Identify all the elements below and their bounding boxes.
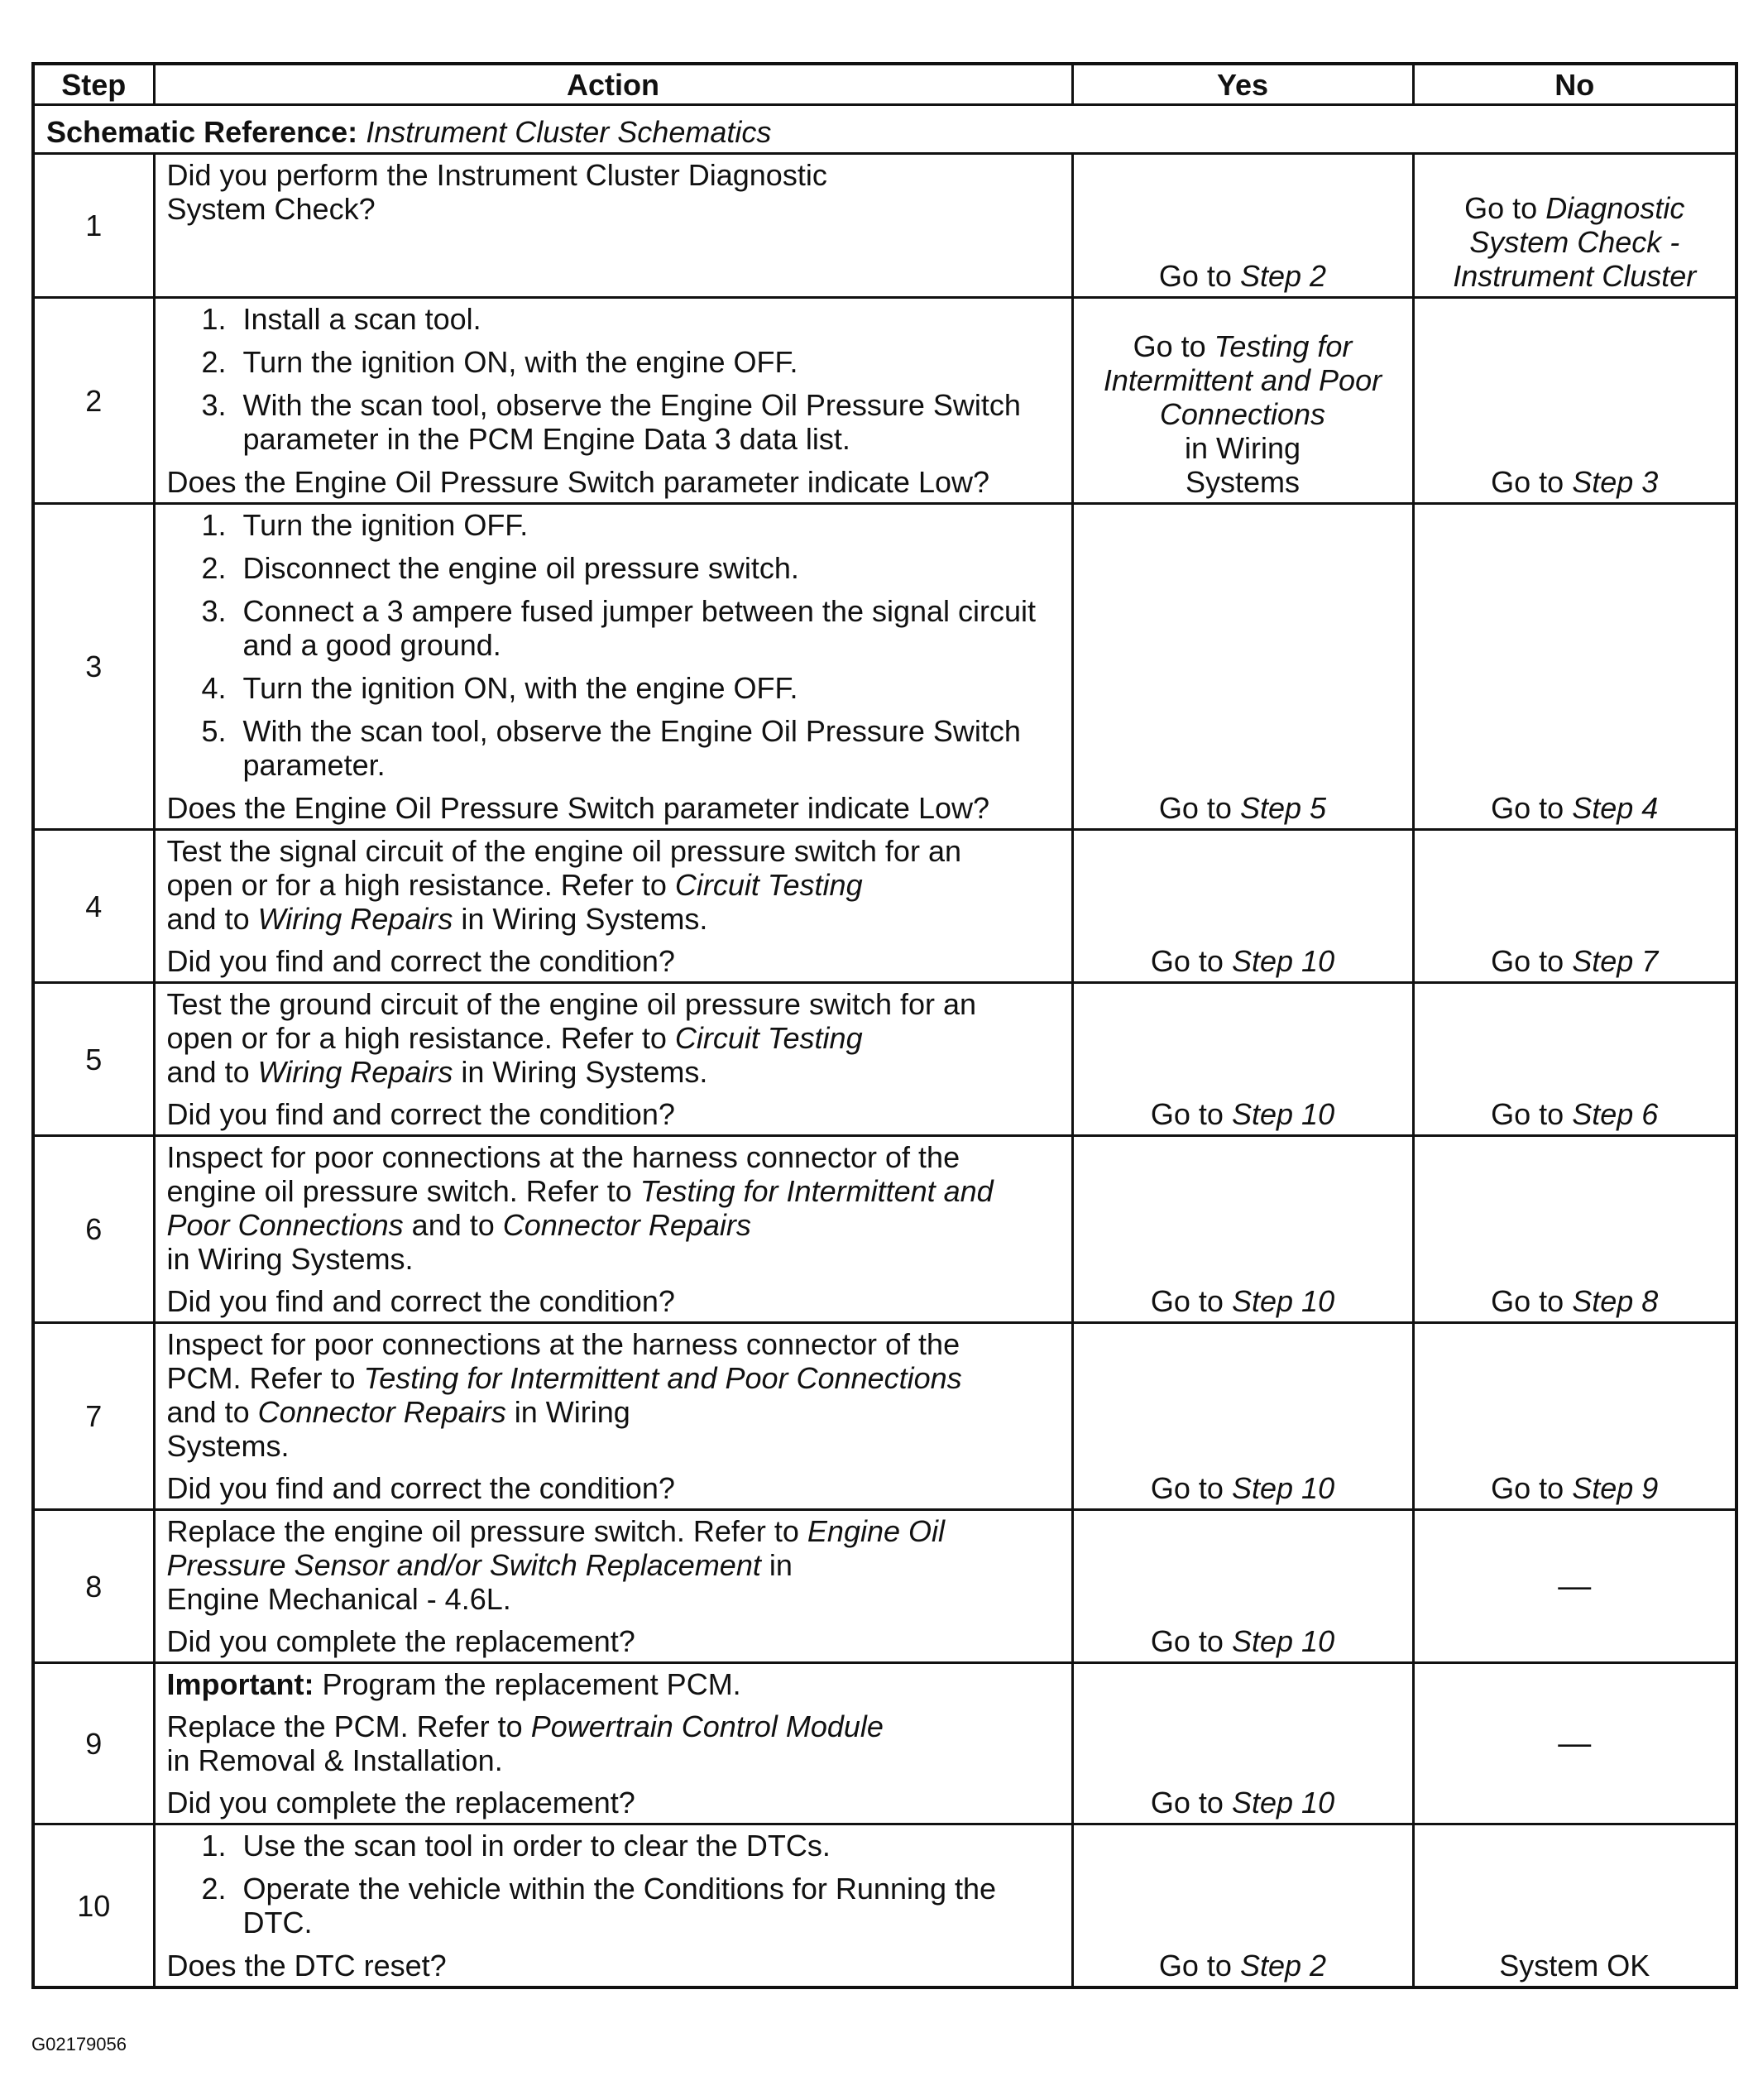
header-row — [33, 64, 1736, 105]
action-line: Inspect for poor connections at the harness connector of the — [166, 1327, 960, 1361]
goto-text: Go to — [1150, 944, 1224, 978]
schematic-reference — [33, 105, 1736, 154]
yes-target: Step 2 — [1239, 1949, 1327, 1983]
list-item: 4. Turn the ignition ON, with the engine OFF. — [201, 671, 798, 705]
action-line: engine oil pressure switch. Refer to Testing for Intermittent and — [166, 1174, 994, 1208]
no-cell — [1413, 1136, 1736, 1323]
list-item: 2. Turn the ignition ON, with the engine OFF. — [201, 345, 798, 379]
no-cell — [1413, 830, 1736, 983]
yes-cell — [1072, 1824, 1413, 1988]
yes-target: Step 2 — [1239, 259, 1327, 293]
schematic-label: Schematic Reference: — [46, 115, 358, 149]
action-line: Systems. — [166, 1429, 290, 1463]
no-cell — [1413, 298, 1736, 504]
no-cell — [1413, 1323, 1736, 1510]
table-row-step-2 — [33, 298, 1736, 504]
step-number: 2 — [33, 298, 154, 504]
goto-text: Go to — [1491, 944, 1564, 978]
no-cell: System OK — [1413, 1824, 1736, 1988]
action-line: Did you perform the Instrument Cluster Diagnostic — [166, 158, 827, 192]
action-line: Poor Connections and to Connector Repairs — [166, 1208, 751, 1242]
yes-line: Connections — [1159, 397, 1326, 431]
list-item: 1. Use the scan tool in order to clear the DTCs. — [201, 1829, 831, 1863]
action-line: open or for a high resistance. Refer to Circuit Testing — [166, 868, 863, 902]
table-row-step-7 — [33, 1323, 1736, 1510]
no-cell — [1413, 154, 1736, 298]
no-target: Diagnostic — [1545, 191, 1685, 225]
action-question: Did you find and correct the condition? — [166, 1284, 675, 1318]
important-note: Important: Program the replacement PCM. — [166, 1667, 741, 1701]
no-target: Step 8 — [1572, 1284, 1659, 1318]
step-number: 10 — [33, 1824, 154, 1988]
action-line: and to Wiring Repairs in Wiring Systems. — [166, 1055, 708, 1089]
yes-target: Step 10 — [1231, 944, 1335, 978]
action-list — [167, 508, 1060, 782]
step-number: 8 — [33, 1510, 154, 1663]
goto-text: Go to — [1150, 1284, 1224, 1318]
table-row-step-6 — [33, 1136, 1736, 1323]
no-target: Step 4 — [1572, 791, 1659, 825]
goto-text: Go to — [1150, 1786, 1224, 1820]
goto-text: Go to — [1491, 1097, 1564, 1131]
action-cell — [154, 1323, 1072, 1510]
list-item: 5. With the scan tool, observe the Engine Oil Pressure Switch parameter. — [201, 714, 1021, 782]
goto-text: Go to — [1133, 329, 1206, 363]
action-cell — [154, 830, 1072, 983]
action-cell — [154, 504, 1072, 830]
step-number: 3 — [33, 504, 154, 830]
goto-text: Go to — [1158, 259, 1232, 293]
table-row-step-9 — [33, 1663, 1736, 1824]
table-row-step-5 — [33, 983, 1736, 1136]
step-number: 1 — [33, 154, 154, 298]
no-target: Step 6 — [1572, 1097, 1659, 1131]
action-list — [167, 1829, 1060, 1939]
goto-text: Go to — [1158, 791, 1232, 825]
no-cell: — — [1413, 1663, 1736, 1824]
action-cell — [154, 983, 1072, 1136]
list-item: 1. Install a scan tool. — [201, 302, 481, 336]
action-line: Replace the engine oil pressure switch. Refer to Engine Oil — [166, 1514, 946, 1548]
figure-id: G02179056 — [31, 2034, 127, 2054]
action-line: and to Connector Repairs in Wiring — [166, 1395, 630, 1429]
action-line: Engine Mechanical - 4.6L. — [166, 1582, 511, 1616]
action-cell — [154, 1136, 1072, 1323]
yes-cell — [1072, 154, 1413, 298]
no-line: Instrument Cluster — [1453, 259, 1697, 293]
list-item: 1. Turn the ignition OFF. — [201, 508, 529, 542]
no-target: Step 3 — [1572, 465, 1659, 499]
action-line: Pressure Sensor and/or Switch Replacement in — [166, 1548, 793, 1582]
action-line: in Removal & Installation. — [166, 1743, 503, 1777]
schematic-reference-row — [33, 105, 1736, 154]
action-line: open or for a high resistance. Refer to Circuit Testing — [166, 1021, 863, 1055]
yes-target: Step 10 — [1231, 1624, 1335, 1658]
action-question: Did you complete the replacement? — [166, 1786, 635, 1820]
step-number: 5 — [33, 983, 154, 1136]
action-cell — [154, 1824, 1072, 1988]
goto-text: Go to — [1491, 1284, 1564, 1318]
yes-line: in Wiring — [1184, 431, 1301, 465]
action-line: System Check? — [166, 192, 376, 226]
no-cell: — — [1413, 1510, 1736, 1663]
goto-text: Go to — [1464, 191, 1538, 225]
yes-target: Step 10 — [1231, 1284, 1335, 1318]
table-row-step-8 — [33, 1510, 1736, 1663]
no-line — [1426, 191, 1724, 225]
no-line: System Check - — [1469, 225, 1680, 259]
action-list — [167, 302, 1060, 456]
list-item: 2. Disconnect the engine oil pressure switch. — [201, 551, 799, 585]
goto-text: Go to — [1150, 1097, 1224, 1131]
no-target: Step 7 — [1572, 944, 1659, 978]
no-cell — [1413, 983, 1736, 1136]
yes-target: Step 10 — [1231, 1786, 1335, 1820]
action-question: Does the Engine Oil Pressure Switch parameter indicate Low? — [166, 791, 989, 825]
yes-cell — [1072, 983, 1413, 1136]
yes-target: Step 5 — [1239, 791, 1327, 825]
table-row-step-10 — [33, 1824, 1736, 1988]
yes-line: Systems — [1185, 465, 1301, 499]
yes-line — [1085, 329, 1401, 363]
action-question: Did you complete the replacement? — [166, 1624, 635, 1658]
yes-cell — [1072, 1510, 1413, 1663]
goto-text: Go to — [1491, 791, 1564, 825]
table-row-step-3 — [33, 504, 1736, 830]
step-number: 4 — [33, 830, 154, 983]
action-question: Did you find and correct the condition? — [166, 1471, 675, 1505]
yes-target: Testing for — [1214, 329, 1353, 363]
diagnostic-table — [31, 62, 1738, 1989]
header-step: Step — [33, 64, 154, 105]
action-question: Does the DTC reset? — [166, 1949, 447, 1983]
action-question: Did you find and correct the condition? — [166, 1097, 675, 1131]
goto-text: Go to — [1491, 1471, 1564, 1505]
no-cell — [1413, 504, 1736, 830]
list-item: 2. Operate the vehicle within the Conditions for Running the DTC. — [201, 1872, 997, 1939]
goto-text: Go to — [1491, 465, 1564, 499]
action-line: in Wiring Systems. — [166, 1242, 414, 1276]
yes-cell — [1072, 1663, 1413, 1824]
yes-cell — [1072, 830, 1413, 983]
action-cell — [154, 154, 1072, 298]
yes-cell — [1072, 1323, 1413, 1510]
yes-cell — [1072, 1136, 1413, 1323]
header-action: Action — [154, 64, 1072, 105]
action-line: Test the ground circuit of the engine oil pressure switch for an — [166, 987, 977, 1021]
yes-line: Intermittent and Poor — [1103, 363, 1382, 397]
no-target: Step 9 — [1572, 1471, 1659, 1505]
action-line: Replace the PCM. Refer to Powertrain Control Module — [166, 1709, 884, 1743]
header-yes: Yes — [1072, 64, 1413, 105]
goto-text: Go to — [1158, 1949, 1232, 1983]
action-cell — [154, 1510, 1072, 1663]
action-cell — [154, 1663, 1072, 1824]
yes-cell — [1072, 298, 1413, 504]
action-cell — [154, 298, 1072, 504]
action-line: Test the signal circuit of the engine oil pressure switch for an — [166, 834, 961, 868]
table-row-step-4 — [33, 830, 1736, 983]
action-line: and to Wiring Repairs in Wiring Systems. — [166, 902, 708, 936]
action-question: Does the Engine Oil Pressure Switch parameter indicate Low? — [166, 465, 989, 499]
action-line: PCM. Refer to Testing for Intermittent and Poor Connections — [166, 1361, 962, 1395]
action-question: Did you find and correct the condition? — [166, 944, 675, 978]
yes-cell — [1072, 504, 1413, 830]
goto-text: Go to — [1150, 1624, 1224, 1658]
header-no: No — [1413, 64, 1736, 105]
step-number: 9 — [33, 1663, 154, 1824]
step-number: 7 — [33, 1323, 154, 1510]
action-line: Inspect for poor connections at the harness connector of the — [166, 1140, 960, 1174]
table-row-step-1 — [33, 154, 1736, 298]
step-number: 6 — [33, 1136, 154, 1323]
goto-text: Go to — [1150, 1471, 1224, 1505]
schematic-value: Instrument Cluster Schematics — [366, 115, 772, 149]
list-item: 3. Connect a 3 ampere fused jumper between the signal circuit and a good ground. — [201, 594, 1037, 662]
yes-target: Step 10 — [1231, 1097, 1335, 1131]
yes-target: Step 10 — [1231, 1471, 1335, 1505]
list-item: 3. With the scan tool, observe the Engine Oil Pressure Switch parameter in the PCM Engine Data 3 data list. — [201, 388, 1021, 456]
